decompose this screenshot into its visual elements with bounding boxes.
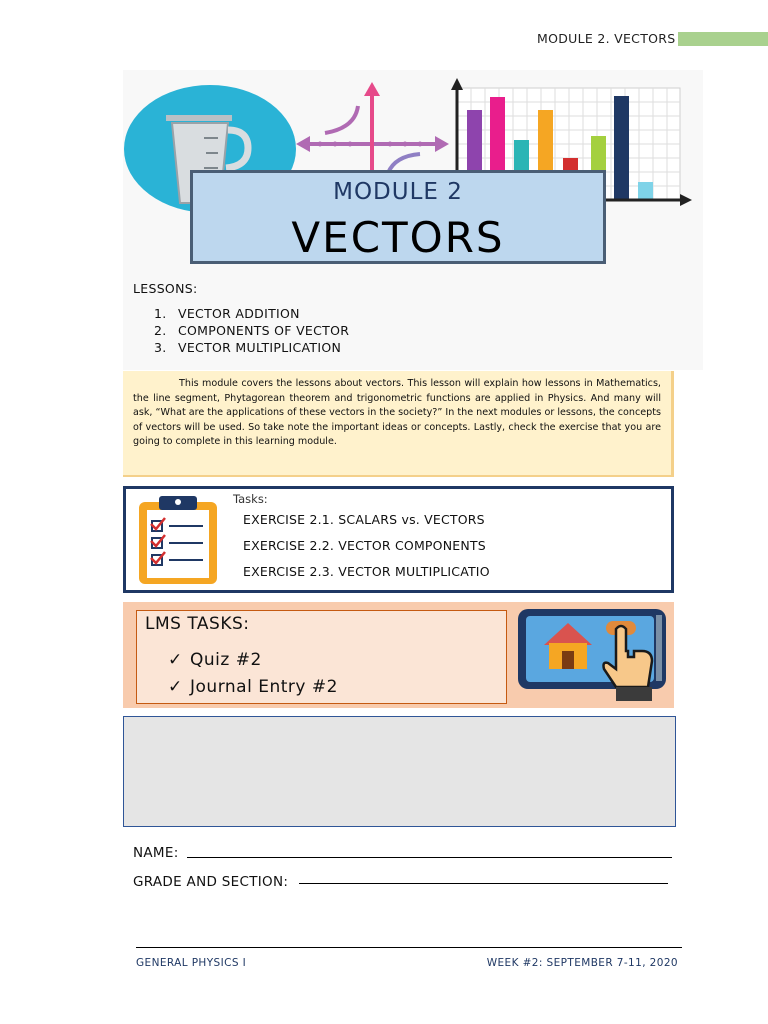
checkmark-icon: ✓	[168, 650, 183, 670]
home-touch-screen-icon	[516, 607, 668, 703]
grade-section-field-line[interactable]	[299, 883, 668, 884]
lms-item-text: Quiz #2	[190, 650, 262, 670]
clipboard-checklist-icon	[137, 494, 219, 586]
task-item: EXERCISE 2.1. SCALARS vs. VECTORS	[243, 512, 485, 527]
task-item: EXERCISE 2.3. VECTOR MULTIPLICATIO	[243, 564, 490, 579]
lesson-text: VECTOR MULTIPLICATION	[178, 340, 342, 355]
checkmark-icon: ✓	[168, 677, 183, 697]
lesson-item	[154, 340, 341, 355]
coordinate-axes-graph	[296, 82, 449, 176]
lms-item	[168, 677, 338, 697]
lessons-label: LESSONS:	[133, 281, 198, 296]
intro-paragraph: This module covers the lessons about vectors. This lesson will explain how lessons in Mathematics, the line segment, Phytagorean theorem and trigonometric functions are applied in Physics. And many will ask, “What are the applications of these vectors in the society?” In the next modules or lessons, the concepts of vectors will be used. So take note the important ideas or concepts. Lastly, check the exercise that you are going to complete in this learning module.	[123, 371, 674, 477]
footer-rule	[136, 947, 682, 948]
footer-week: WEEK #2: SEPTEMBER 7-11, 2020	[486, 957, 678, 969]
grade-section-label: GRADE AND SECTION:	[133, 874, 289, 890]
lesson-number: 3.	[154, 340, 167, 355]
module-title: VECTORS	[291, 213, 505, 262]
lesson-item	[154, 306, 300, 321]
lesson-text: COMPONENTS OF VECTOR	[178, 323, 350, 338]
footer-subject: GENERAL PHYSICS I	[136, 957, 247, 969]
lesson-number: 2.	[154, 323, 167, 338]
lesson-number: 1.	[154, 306, 167, 321]
lms-title: LMS TASKS:	[145, 614, 250, 634]
module-header-label: MODULE 2. VECTORS	[537, 31, 676, 46]
lesson-text: VECTOR ADDITION	[178, 306, 300, 321]
tasks-label: Tasks:	[233, 492, 268, 506]
name-label: NAME:	[133, 845, 179, 861]
name-field-line[interactable]	[187, 857, 672, 858]
lms-item-text: Journal Entry #2	[190, 677, 338, 697]
lesson-item	[154, 323, 349, 338]
header-accent-bar	[678, 32, 768, 46]
blank-note-box	[123, 716, 676, 827]
task-item: EXERCISE 2.2. VECTOR COMPONENTS	[243, 538, 486, 553]
lms-item	[168, 650, 262, 670]
module-title-box	[190, 170, 606, 264]
module-number: MODULE 2	[333, 179, 463, 205]
